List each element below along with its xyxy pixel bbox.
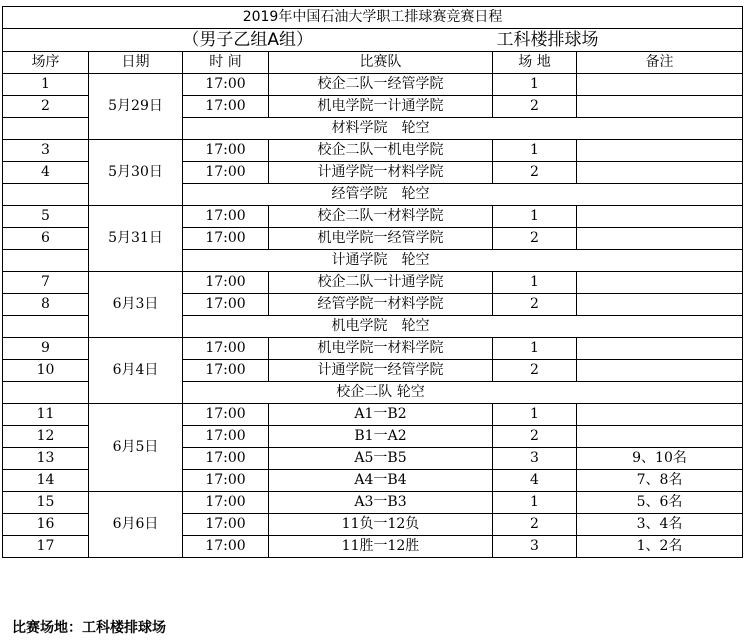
game-teams: A1一B2 [269, 404, 493, 426]
game-court: 4 [493, 470, 577, 492]
game-teams: A3一B3 [269, 492, 493, 514]
bye-court-empty [493, 250, 577, 272]
bye-seq-empty [3, 382, 89, 404]
bye-court-empty [493, 382, 577, 404]
game-seq: 4 [3, 162, 89, 184]
game-note: 3、4名 [577, 514, 743, 536]
game-court: 1 [493, 492, 577, 514]
game-time: 17:00 [183, 140, 269, 162]
bye-team: 校企二队 轮空 [269, 382, 493, 404]
game-seq: 8 [3, 294, 89, 316]
game-time: 17:00 [183, 536, 269, 558]
game-date: 6月6日 [89, 492, 183, 558]
game-seq: 15 [3, 492, 89, 514]
game-teams: A4一B4 [269, 470, 493, 492]
game-time: 17:00 [183, 448, 269, 470]
game-court: 1 [493, 404, 577, 426]
bye-seq-empty [3, 184, 89, 206]
schedule-title: 2019年中国石油大学职工排球赛竞赛日程 [3, 7, 743, 29]
table-row [3, 74, 743, 96]
game-teams: B1一A2 [269, 426, 493, 448]
game-time: 17:00 [183, 338, 269, 360]
group-label: （男子乙组A组） [3, 29, 493, 52]
bye-time-empty [183, 184, 269, 206]
header-teams: 比赛队 [269, 52, 493, 74]
game-teams: A5一B5 [269, 448, 493, 470]
game-court: 3 [493, 448, 577, 470]
game-note: 9、10名 [577, 448, 743, 470]
game-date: 6月5日 [89, 404, 183, 492]
game-note [577, 140, 743, 162]
game-time: 17:00 [183, 360, 269, 382]
bye-time-empty [183, 118, 269, 140]
game-teams: 机电学院一材料学院 [269, 338, 493, 360]
game-time: 17:00 [183, 426, 269, 448]
bye-note-empty [577, 250, 743, 272]
game-seq: 5 [3, 206, 89, 228]
game-seq: 6 [3, 228, 89, 250]
game-court: 2 [493, 360, 577, 382]
header-date: 日期 [89, 52, 183, 74]
bye-note-empty [577, 118, 743, 140]
header-time: 时 间 [183, 52, 269, 74]
game-date: 5月30日 [89, 140, 183, 206]
bye-time-empty [183, 316, 269, 338]
bye-court-empty [493, 118, 577, 140]
game-note: 5、6名 [577, 492, 743, 514]
game-time: 17:00 [183, 162, 269, 184]
game-note [577, 96, 743, 118]
game-date: 6月4日 [89, 338, 183, 404]
game-time: 17:00 [183, 228, 269, 250]
game-note: 1、2名 [577, 536, 743, 558]
game-teams: 11胜一12胜 [269, 536, 493, 558]
game-court: 1 [493, 338, 577, 360]
bye-note-empty [577, 184, 743, 206]
bye-seq-empty [3, 250, 89, 272]
game-court: 1 [493, 272, 577, 294]
bye-team: 材料学院 轮空 [269, 118, 493, 140]
game-seq: 12 [3, 426, 89, 448]
table-row [3, 404, 743, 426]
game-teams: 校企二队一计通学院 [269, 272, 493, 294]
bye-team: 计通学院 轮空 [269, 250, 493, 272]
bye-court-empty [493, 316, 577, 338]
game-court: 1 [493, 206, 577, 228]
bye-team: 经管学院 轮空 [269, 184, 493, 206]
game-note [577, 74, 743, 96]
game-seq: 7 [3, 272, 89, 294]
game-seq: 16 [3, 514, 89, 536]
table-row [3, 338, 743, 360]
game-time: 17:00 [183, 492, 269, 514]
table-row [3, 492, 743, 514]
game-note [577, 426, 743, 448]
game-seq: 10 [3, 360, 89, 382]
game-seq: 17 [3, 536, 89, 558]
game-court: 2 [493, 96, 577, 118]
game-time: 17:00 [183, 470, 269, 492]
game-note: 7、8名 [577, 470, 743, 492]
game-court: 1 [493, 140, 577, 162]
schedule-table [2, 6, 743, 558]
game-time: 17:00 [183, 272, 269, 294]
game-note [577, 294, 743, 316]
game-date: 5月29日 [89, 74, 183, 140]
game-time: 17:00 [183, 404, 269, 426]
game-seq: 3 [3, 140, 89, 162]
game-note [577, 162, 743, 184]
game-seq: 9 [3, 338, 89, 360]
game-court: 2 [493, 228, 577, 250]
footer-venue: 比赛场地：工科楼排球场 [12, 620, 166, 636]
game-teams: 校企二队一机电学院 [269, 140, 493, 162]
game-court: 2 [493, 514, 577, 536]
game-teams: 经管学院一材料学院 [269, 294, 493, 316]
game-teams: 机电学院一经管学院 [269, 228, 493, 250]
game-teams: 机电学院一计通学院 [269, 96, 493, 118]
game-time: 17:00 [183, 294, 269, 316]
game-teams: 计通学院一材料学院 [269, 162, 493, 184]
bye-time-empty [183, 382, 269, 404]
game-seq: 13 [3, 448, 89, 470]
game-court: 3 [493, 536, 577, 558]
game-teams: 校企二队一材料学院 [269, 206, 493, 228]
game-note [577, 206, 743, 228]
header-seq: 场序 [3, 52, 89, 74]
game-teams: 计通学院一经管学院 [269, 360, 493, 382]
game-teams: 11负一12负 [269, 514, 493, 536]
game-date: 6月3日 [89, 272, 183, 338]
game-seq: 1 [3, 74, 89, 96]
game-time: 17:00 [183, 74, 269, 96]
game-note [577, 272, 743, 294]
game-date: 5月31日 [89, 206, 183, 272]
game-note [577, 404, 743, 426]
header-court: 场 地 [493, 52, 577, 74]
bye-note-empty [577, 382, 743, 404]
game-teams: 校企二队一经管学院 [269, 74, 493, 96]
table-row [3, 272, 743, 294]
venue-header: 工科楼排球场 [493, 29, 743, 52]
bye-court-empty [493, 184, 577, 206]
game-time: 17:00 [183, 514, 269, 536]
bye-time-empty [183, 250, 269, 272]
table-row [3, 206, 743, 228]
game-court: 2 [493, 162, 577, 184]
game-time: 17:00 [183, 96, 269, 118]
game-court: 2 [493, 294, 577, 316]
game-court: 1 [493, 74, 577, 96]
game-note [577, 228, 743, 250]
bye-team: 机电学院 轮空 [269, 316, 493, 338]
game-court: 2 [493, 426, 577, 448]
game-seq: 2 [3, 96, 89, 118]
header-note: 备注 [577, 52, 743, 74]
game-time: 17:00 [183, 206, 269, 228]
game-note [577, 360, 743, 382]
bye-seq-empty [3, 316, 89, 338]
game-note [577, 338, 743, 360]
bye-seq-empty [3, 118, 89, 140]
table-row [3, 140, 743, 162]
bye-note-empty [577, 316, 743, 338]
game-seq: 11 [3, 404, 89, 426]
game-seq: 14 [3, 470, 89, 492]
